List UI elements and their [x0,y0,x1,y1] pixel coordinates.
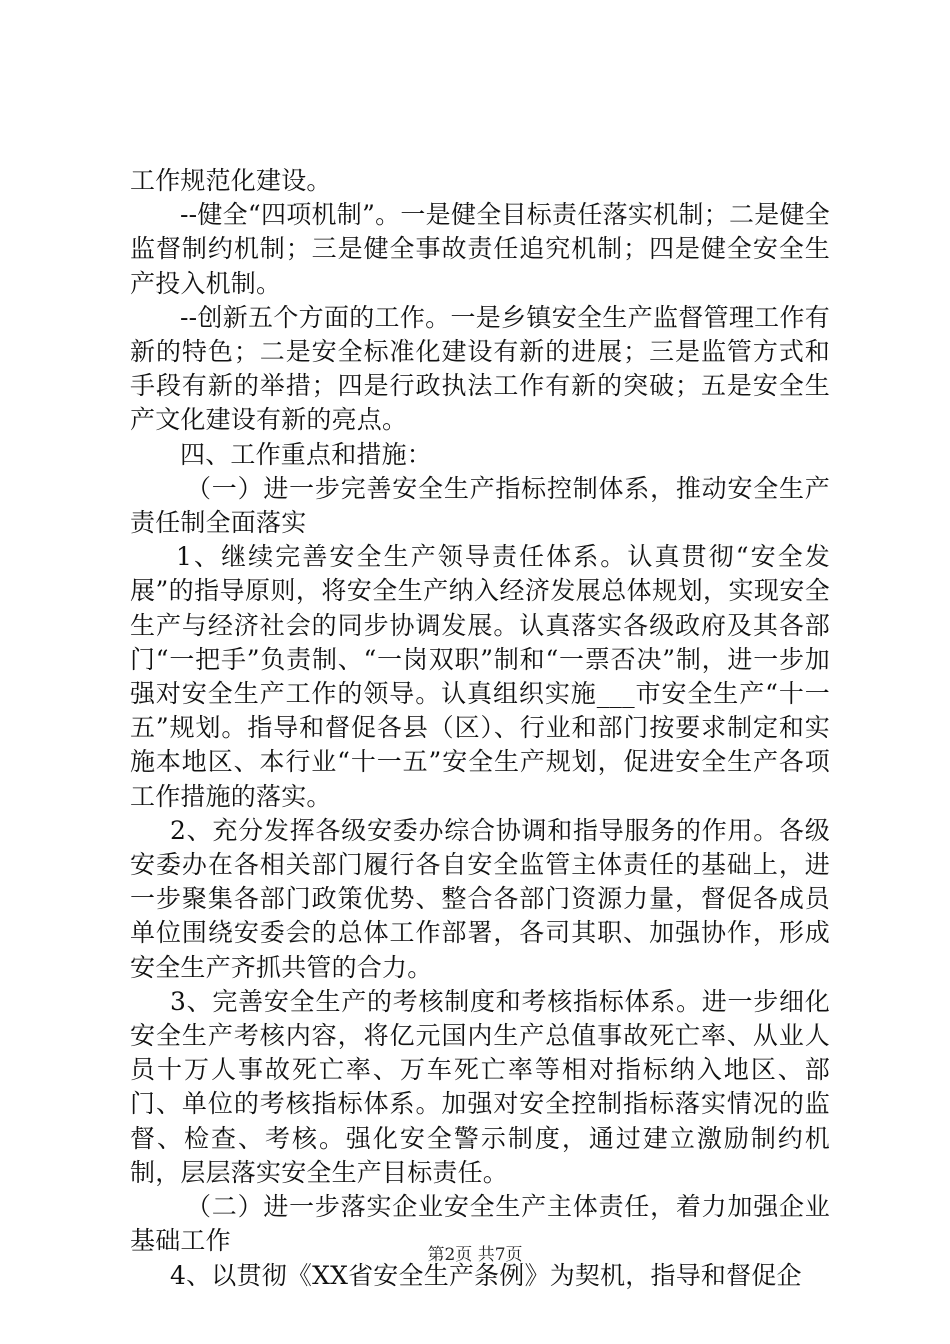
page-number-label: 第2页 共7页 [427,1245,523,1265]
subsection-heading-two: （二）进一步落实企业安全生产主体责任，着力加强企业基础工作 [130,1192,830,1256]
page-footer [0,1244,950,1266]
subsection-heading-one: （一）进一步完善安全生产指标控制体系，推动安全生产责任制全面落实 [130,473,830,538]
section-heading-four: 四、工作重点和措施： [180,439,433,469]
paragraph-item-4: 4、以贯彻《XX省安全生产条例》为契机，指导和督促企 [170,1260,802,1290]
paragraph-item-1: 1、继续完善安全生产领导责任体系。认真贯彻“安全发展”的指导原则，将安全生产纳入经济发展总体规划，实现安全生产与经济社会的同步协调发展。认真落实各级政府及其各部门“一把手”负责制、“一岗双职”制和“一票否决”制，进一步加强对安全生产工作的领导。认真组织实施___市安全生产“十一五”规划。指导和督促各县（区）、行业和部门按要求制定和实施本地区、本行业“十一五”安全生产规划，促进安全生产各项工作措施的落实。 [130,542,830,811]
paragraph-four-mechanisms: --健全“四项机制”。一是健全目标责任落实机制；二是健全监督制约机制；三是健全事故责任追究机制；四是健全安全生产投入机制。 [130,200,830,298]
document-body [130,164,830,1293]
paragraph-item-2: 2、充分发挥各级安委办综合协调和指导服务的作用。各级安委办在各相关部门履行各自安全监管主体责任的基础上，进一步聚集各部门政策优势、整合各部门资源力量，督促各成员单位围绕安委会的总体工作部署，各司其职、加强协作，形成安全生产齐抓共管的合力。 [130,815,830,982]
paragraph-continuation: 工作规范化建设。 [130,166,332,195]
paragraph-five-innovations: --创新五个方面的工作。一是乡镇安全生产监督管理工作有新的特色；二是安全标准化建设有新的进展；三是监管方式和手段有新的举措；四是行政执法工作有新的突破；五是安全生产文化建设有新的亮点。 [130,302,830,435]
paragraph-item-3: 3、完善安全生产的考核制度和考核指标体系。进一步细化安全生产考核内容，将亿元国内生产总值事故死亡率、从业人员十万人事故死亡率、万车死亡率等相对指标纳入地区、部门、单位的考核指标体系。加强对安全控制指标落实情况的监督、检查、考核。强化安全警示制度，通过建立激励制约机制，层层落实安全生产目标责任。 [130,986,830,1187]
